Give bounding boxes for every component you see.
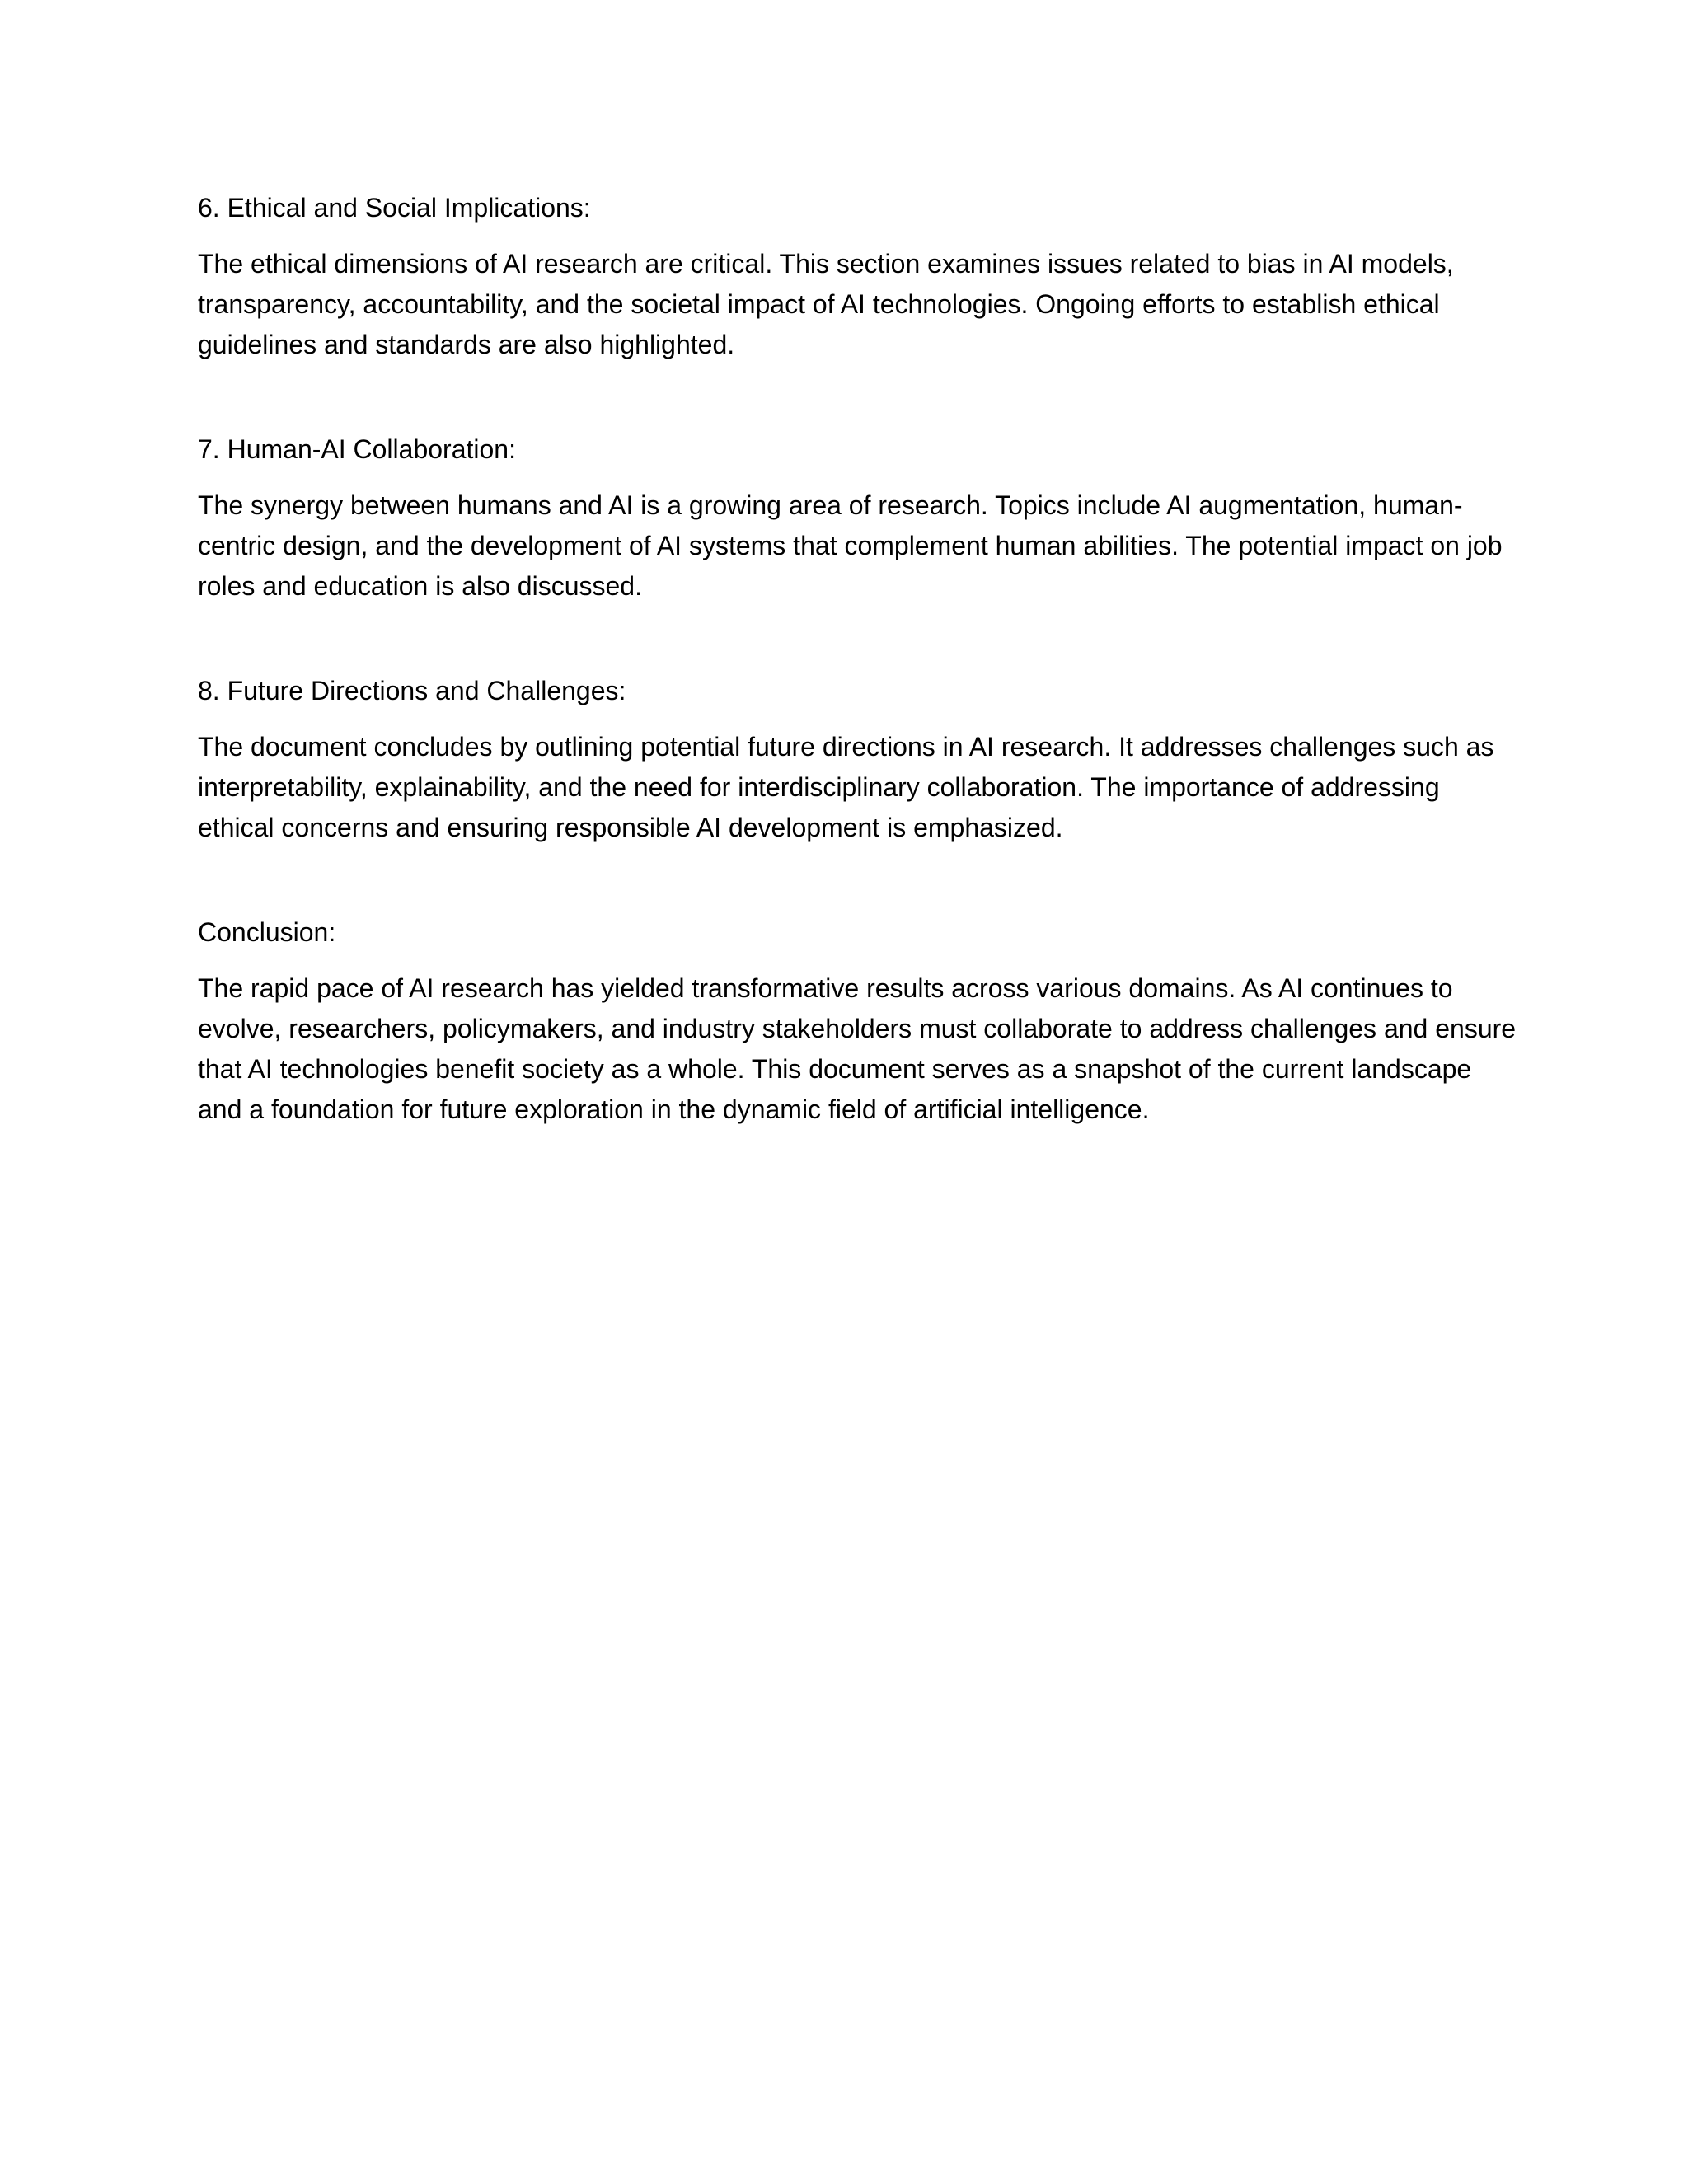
section-heading: Conclusion: [198,917,336,947]
section-heading: 6. Ethical and Social Implications: [198,193,591,223]
section-ethical-social-implications [198,188,1517,365]
section-heading: 7. Human-AI Collaboration: [198,434,516,464]
section-heading: 8. Future Directions and Challenges: [198,676,626,705]
section-human-ai-collaboration [198,429,1517,607]
section-conclusion [198,912,1517,1130]
section-paragraph: The ethical dimensions of AI research are critical. This section examines issues related to bias in AI models, transparency, accountability, and the societal impact of AI technologies. Ongoing efforts to establish ethical guidelines and standards are also highlighted. [198,249,1454,359]
section-paragraph: The synergy between humans and AI is a growing area of research. Topics include AI augmentation, human-centric design, and the development of AI systems that complement human abilities. The potential impact on job roles and education is also discussed. [198,490,1503,601]
section-future-directions [198,671,1517,848]
section-paragraph: The document concludes by outlining potential future directions in AI research. It addresses challenges such as interpretability, explainability, and the need for interdisciplinary collaboration. The importance of addressing ethical concerns and ensuring responsible AI development is emphasized. [198,732,1494,842]
document-content [198,188,1517,1194]
section-paragraph: The rapid pace of AI research has yielded transformative results across various domains. As AI continues to evolve, researchers, policymakers, and industry stakeholders must collaborate to address challenges and ensure that AI technologies benefit society as a whole. This document serves as a snapshot of the current landscape and a foundation for future exploration in the dynamic field of artificial intelligence. [198,973,1517,1124]
